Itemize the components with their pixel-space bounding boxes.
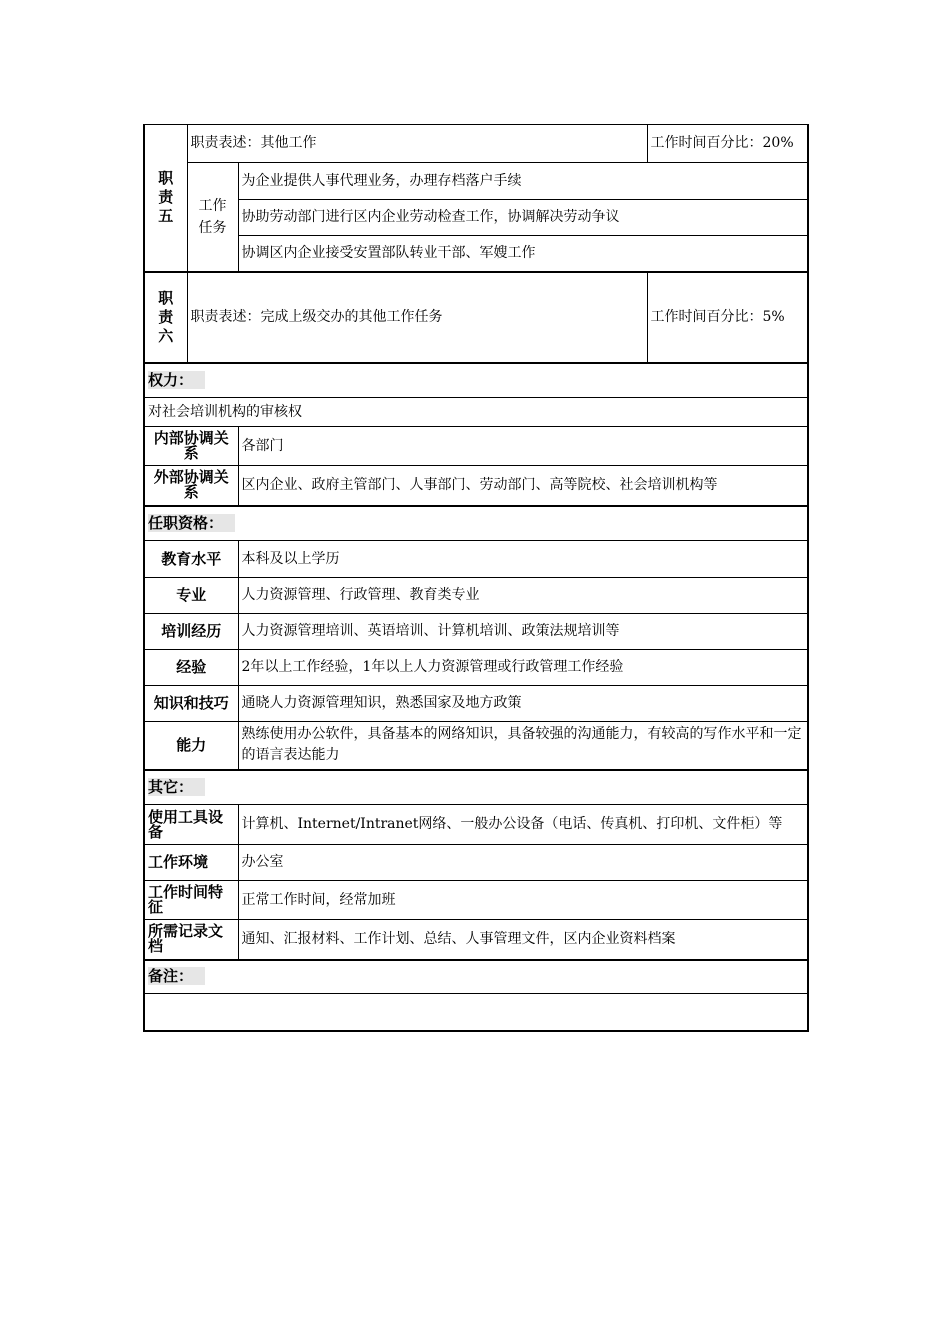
duty5-task-row <box>144 236 808 272</box>
qualification-label-major: 专业 <box>144 578 238 614</box>
authority-header-row <box>144 363 808 398</box>
duty5-task-row <box>144 200 808 236</box>
duty5-task-2: 协助劳动部门进行区内企业劳动检查工作，协调解决劳动争议 <box>238 200 808 236</box>
qualification-row <box>144 650 808 686</box>
other-row <box>144 920 808 960</box>
authority-header: 权力： <box>144 363 808 398</box>
qualification-row <box>144 722 808 770</box>
other-row <box>144 881 808 920</box>
duty5-description-row <box>144 125 808 163</box>
other-header: 其它： <box>144 770 808 805</box>
duty5-task-3: 协调区内企业接受安置部队转业干部、军嫂工作 <box>238 236 808 272</box>
external-coordination-value: 区内企业、政府主管部门、人事部门、劳动部门、高等院校、社会培训机构等 <box>238 466 808 506</box>
job-description-sheet <box>143 124 807 1032</box>
qualification-label-training: 培训经历 <box>144 614 238 650</box>
other-value-work-time: 正常工作时间，经常加班 <box>238 881 808 920</box>
qualification-row <box>144 578 808 614</box>
qualification-row <box>144 686 808 722</box>
other-label-environment: 工作环境 <box>144 845 238 881</box>
duty5-task-row <box>144 163 808 200</box>
duty5-task-1: 为企业提供人事代理业务，办理存档落户手续 <box>238 163 808 200</box>
external-coordination-label: 外部协调关系 <box>144 466 238 506</box>
qualification-value-knowledge: 通晓人力资源管理知识，熟悉国家及地方政策 <box>238 686 808 722</box>
duty5-tasks-label: 工作任务 <box>187 163 238 272</box>
qualification-value-experience: 2年以上工作经验，1年以上人力资源管理或行政管理工作经验 <box>238 650 808 686</box>
qualification-value-major: 人力资源管理、行政管理、教育类专业 <box>238 578 808 614</box>
other-value-environment: 办公室 <box>238 845 808 881</box>
duty6-label: 职责六 <box>144 272 187 363</box>
duty6-description: 职责表述：完成上级交办的其他工作任务 <box>187 272 647 363</box>
other-label-records: 所需记录文档 <box>144 920 238 960</box>
duty6-row <box>144 272 808 363</box>
duty5-description: 职责表述：其他工作 <box>187 125 647 163</box>
qualification-label-knowledge: 知识和技巧 <box>144 686 238 722</box>
internal-coordination-value: 各部门 <box>238 427 808 466</box>
other-label-work-time: 工作时间特征 <box>144 881 238 920</box>
internal-coordination-row <box>144 427 808 466</box>
other-row <box>144 805 808 845</box>
duty5-label: 职责五 <box>144 125 187 272</box>
qualification-label-ability: 能力 <box>144 722 238 770</box>
remarks-content <box>144 994 808 1031</box>
external-coordination-row <box>144 466 808 506</box>
other-row <box>144 845 808 881</box>
remarks-header: 备注： <box>144 960 808 994</box>
qualification-label-education: 教育水平 <box>144 541 238 578</box>
duty5-time-percent: 工作时间百分比：20% <box>647 125 808 163</box>
internal-coordination-label: 内部协调关系 <box>144 427 238 466</box>
other-header-row <box>144 770 808 805</box>
qualifications-header: 任职资格： <box>144 506 808 541</box>
qualification-value-training: 人力资源管理培训、英语培训、计算机培训、政策法规培训等 <box>238 614 808 650</box>
other-label-tools: 使用工具设备 <box>144 805 238 845</box>
authority-content-row <box>144 398 808 427</box>
qualifications-header-row <box>144 506 808 541</box>
remarks-header-row <box>144 960 808 994</box>
qualification-value-education: 本科及以上学历 <box>238 541 808 578</box>
duty6-time-percent: 工作时间百分比：5% <box>647 272 808 363</box>
remarks-content-row <box>144 994 808 1031</box>
qualification-row <box>144 614 808 650</box>
job-description-table <box>143 124 809 1032</box>
qualification-value-ability: 熟练使用办公软件，具备基本的网络知识，具备较强的沟通能力，有较高的写作水平和一定的语言表达能力 <box>238 722 808 770</box>
qualification-row <box>144 541 808 578</box>
authority-content: 对社会培训机构的审核权 <box>144 398 808 427</box>
qualification-label-experience: 经验 <box>144 650 238 686</box>
other-value-records: 通知、汇报材料、工作计划、总结、人事管理文件，区内企业资料档案 <box>238 920 808 960</box>
other-value-tools: 计算机、Internet/Intranet网络、一般办公设备（电话、传真机、打印机、文件柜）等 <box>238 805 808 845</box>
